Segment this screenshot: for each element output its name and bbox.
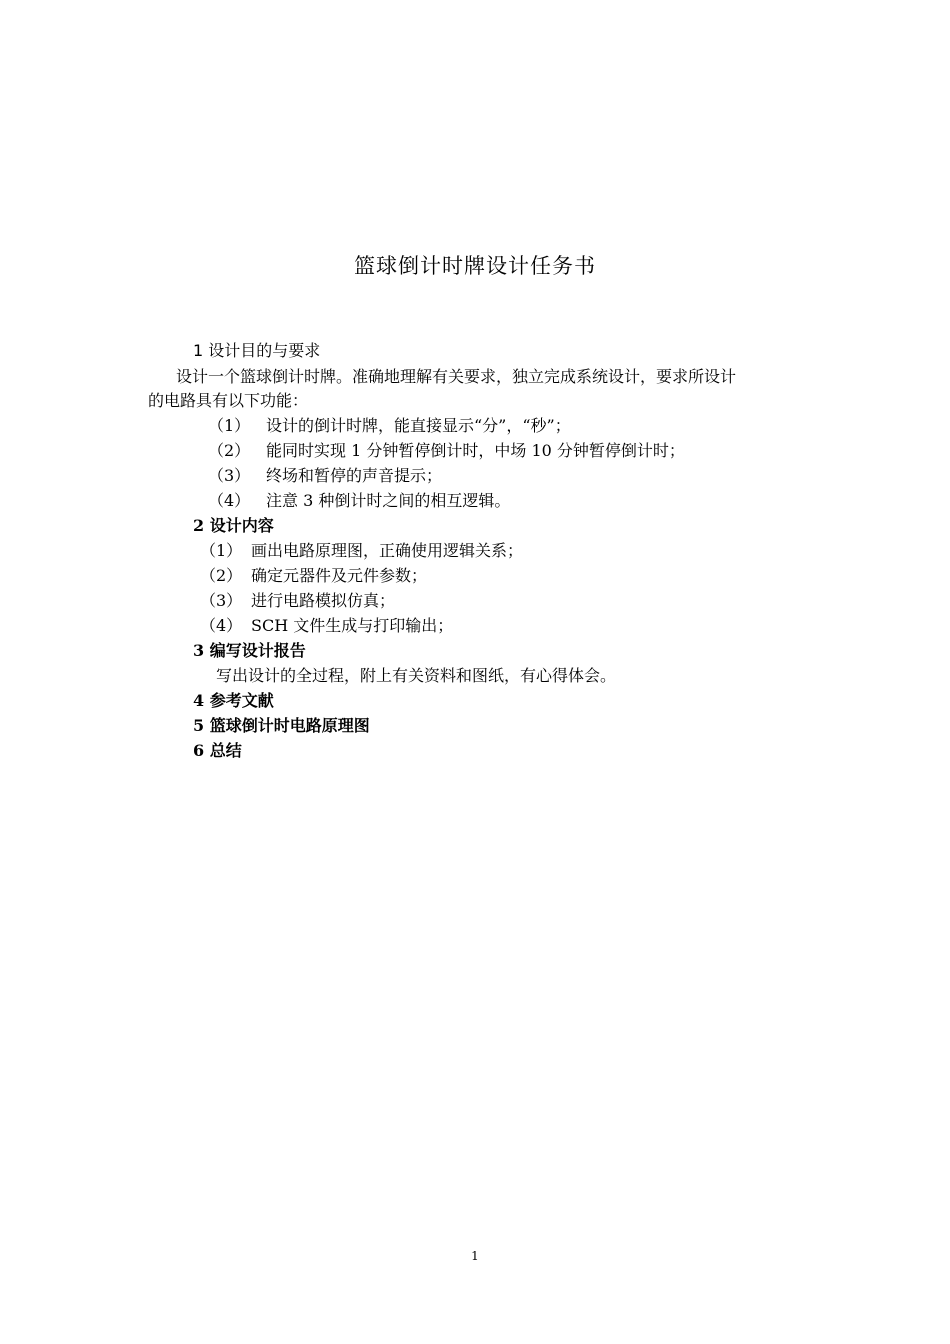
item-text: 设计的倒计时牌，能直接显示“分”，“秒”； <box>266 416 571 435</box>
item-number: （3） <box>200 591 243 610</box>
item-number: （1） <box>208 416 251 435</box>
item-number: （1） <box>200 541 243 560</box>
document-title: 篮球倒计时牌设计任务书 <box>354 254 596 278</box>
item-number: （2） <box>208 441 251 460</box>
section-1-paragraph-line-1: 设计一个篮球倒计时牌。准确地理解有关要求，独立完成系统设计，要求所设计 <box>176 367 737 386</box>
item-number: （2） <box>200 566 243 585</box>
item-text: 确定元器件及元件参数； <box>251 566 428 585</box>
item-text: 进行电路模拟仿真； <box>251 591 396 610</box>
section-3-text: 写出设计的全过程，附上有关资料和图纸，有心得体会。 <box>216 666 617 685</box>
section-1-item <box>208 465 442 487</box>
section-1-item <box>208 490 510 512</box>
section-3-heading: 3 编写设计报告 <box>193 641 306 660</box>
section-2-item <box>200 565 427 587</box>
item-number: （3） <box>208 466 251 485</box>
item-number: （4） <box>208 491 251 510</box>
page-number: 1 <box>471 1249 479 1263</box>
item-number: （4） <box>200 616 243 635</box>
section-2-item <box>200 615 453 637</box>
section-5-heading: 5 篮球倒计时电路原理图 <box>193 716 370 735</box>
section-2-heading: 2 设计内容 <box>193 516 274 535</box>
section-6-heading: 6 总结 <box>193 741 242 760</box>
item-text: 能同时实现 1 分钟暂停倒计时，中场 10 分钟暂停倒计时； <box>266 441 685 460</box>
section-2-item <box>200 590 395 612</box>
section-1-item <box>208 415 571 437</box>
section-2-item <box>200 540 523 562</box>
section-1-paragraph-line-2: 的电路具有以下功能： <box>148 391 309 410</box>
item-text: SCH 文件生成与打印输出； <box>251 616 454 635</box>
item-text: 终场和暂停的声音提示； <box>266 466 443 485</box>
item-text: 注意 3 种倒计时之间的相互逻辑。 <box>266 491 511 510</box>
item-text: 画出电路原理图，正确使用逻辑关系； <box>251 541 524 560</box>
section-4-heading: 4 参考文献 <box>193 691 274 710</box>
section-1-item <box>208 440 685 462</box>
section-1-heading: 1 设计目的与要求 <box>193 341 321 360</box>
